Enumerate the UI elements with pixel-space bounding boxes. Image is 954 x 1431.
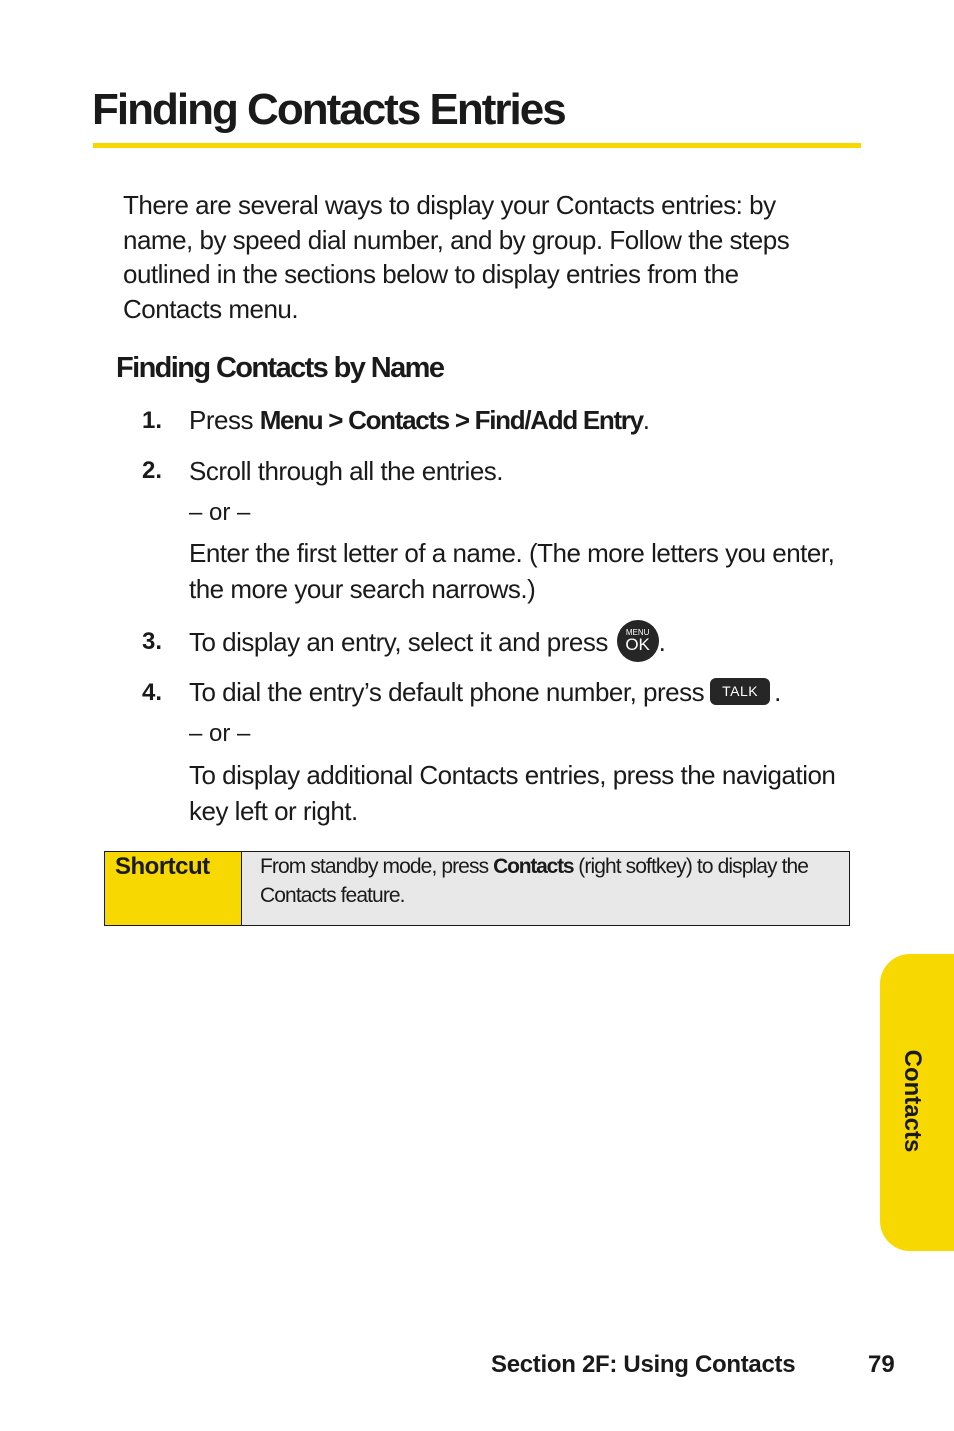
step-text xyxy=(189,402,849,438)
step-suffix: . xyxy=(774,677,781,707)
talk-key-icon: TALK xyxy=(710,678,770,705)
step-number: 3. xyxy=(142,628,163,655)
footer-section-title: Section 2F: Using Contacts xyxy=(491,1351,796,1378)
shortcut-callout xyxy=(104,851,850,926)
shortcut-prefix: From standby mode, press xyxy=(260,855,494,878)
step-suffix: . xyxy=(658,626,666,657)
shortcut-suffix: (right softkey) to display the Contacts feature. xyxy=(260,855,809,907)
menu-key-label: MENU xyxy=(625,628,650,637)
step-suffix: . xyxy=(642,405,650,435)
menu-ok-key-icon xyxy=(617,620,659,662)
step-prefix: To display an entry, select it and press xyxy=(189,626,608,657)
side-tab-label: Contacts xyxy=(899,1049,926,1153)
step-number: 2. xyxy=(142,457,163,484)
step-text xyxy=(189,623,849,665)
step-alt-text: To display additional Contacts entries, press the navigation key left or right. xyxy=(189,760,836,826)
step-alt-text: Enter the first letter of a name. (The more letters you enter, the more your search narrows.) xyxy=(189,538,835,604)
shortcut-text xyxy=(242,852,849,925)
menu-path: Menu > Contacts > Find/Add Entry xyxy=(259,405,643,435)
page-number: 79 xyxy=(868,1351,895,1378)
ok-key-label: OK xyxy=(625,635,650,654)
title-underline xyxy=(93,143,861,148)
step-number: 4. xyxy=(142,679,163,706)
shortcut-label: Shortcut xyxy=(105,852,242,925)
shortcut-softkey: Contacts xyxy=(493,855,574,878)
or-separator: – or – xyxy=(189,720,251,747)
section-subheading: Finding Contacts by Name xyxy=(116,352,444,384)
or-separator: – or – xyxy=(189,499,251,526)
step-prefix: To dial the entry’s default phone number, press xyxy=(189,677,705,707)
step-prefix: Press xyxy=(189,405,260,435)
step-number: 1. xyxy=(142,407,163,434)
intro-paragraph: There are several ways to display your Contacts entries: by name, by speed dial number, and by group. Follow the steps outlined in the sections below to display entries from the Contacts menu. xyxy=(123,190,790,324)
page-title: Finding Contacts Entries xyxy=(92,85,565,134)
step-text xyxy=(189,674,849,710)
step-text: Scroll through all the entries. xyxy=(189,456,504,486)
